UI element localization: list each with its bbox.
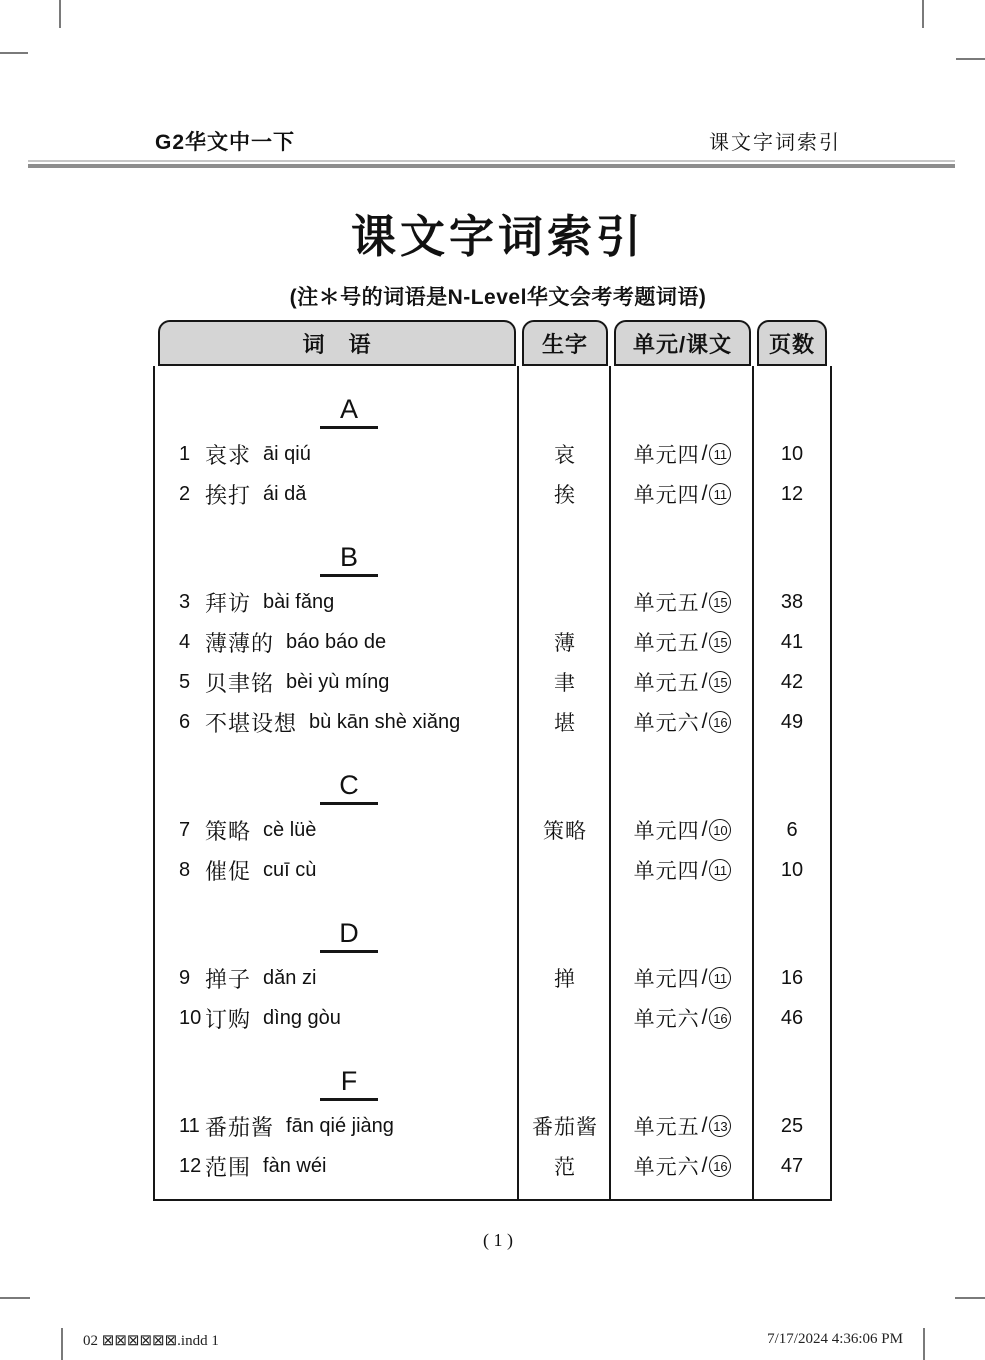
entry-word: 订购 <box>205 1006 252 1032</box>
section-letter: A <box>320 394 378 429</box>
column-header-unit: 单元/课文 <box>614 320 751 366</box>
entry-page: 10 <box>780 858 804 881</box>
entry-number: 6 <box>179 710 191 733</box>
lesson-number-circle: 11 <box>709 443 731 465</box>
section-row <box>155 514 830 582</box>
lesson-number-circle: 11 <box>709 483 731 505</box>
entry-page: 10 <box>780 442 804 465</box>
entry-pinyin: dǎn zi <box>263 966 317 989</box>
unit-lesson-slash: / <box>701 966 708 989</box>
entry-new-char: 堪 <box>554 712 576 735</box>
unit-lesson-slash: / <box>701 670 708 693</box>
table-row <box>155 958 830 998</box>
section-letter: C <box>320 770 378 805</box>
entry-number: 2 <box>179 482 191 505</box>
entry-unit: 单元五 <box>633 1116 700 1139</box>
lesson-number-circle: 16 <box>709 711 731 733</box>
unit-lesson-slash: / <box>701 710 708 733</box>
crop-mark-top-right-vertical <box>922 0 924 28</box>
entry-page: 49 <box>780 710 804 733</box>
entry-page: 16 <box>780 966 804 989</box>
entry-unit: 单元四 <box>633 484 700 507</box>
section-row <box>155 1038 830 1106</box>
section-row <box>155 742 830 810</box>
entry-page: 42 <box>780 670 804 693</box>
entry-word: 策略 <box>205 818 252 844</box>
entry-new-char: 哀 <box>554 444 576 467</box>
entry-word: 拜访 <box>205 590 252 616</box>
crop-mark-top-left-vertical <box>59 0 61 28</box>
entry-number: 8 <box>179 858 191 881</box>
table-row <box>155 810 830 850</box>
page-number: ( 1 ) <box>483 1230 513 1250</box>
section-letter: D <box>320 918 378 953</box>
header-divider-rule <box>28 160 955 168</box>
unit-lesson-slash: / <box>701 1114 708 1137</box>
unit-lesson-slash: / <box>701 858 708 881</box>
entry-word: 掸子 <box>205 966 252 992</box>
running-header <box>155 126 841 156</box>
entry-pinyin: dìng gòu <box>263 1006 341 1029</box>
column-divider <box>517 366 519 1199</box>
entry-page: 41 <box>780 630 804 653</box>
entry-unit: 单元五 <box>633 632 700 655</box>
column-divider <box>752 366 754 1199</box>
entry-page: 46 <box>780 1006 804 1029</box>
page-title: 课文字词索引 <box>350 211 645 262</box>
entry-word: 范围 <box>205 1154 252 1180</box>
entry-unit: 单元六 <box>633 1156 700 1179</box>
table-row <box>155 434 830 474</box>
entry-unit: 单元四 <box>633 444 700 467</box>
entry-word: 薄薄的 <box>205 630 275 656</box>
entry-word: 哀求 <box>205 442 252 468</box>
crop-mark-bottom-right-horizontal <box>955 1297 985 1299</box>
column-header-newchar: 生字 <box>522 320 608 366</box>
unit-lesson-slash: / <box>701 482 708 505</box>
entry-word: 贝聿铭 <box>205 670 275 696</box>
entry-word: 催促 <box>205 858 252 884</box>
lesson-number-circle: 16 <box>709 1155 731 1177</box>
entry-page: 12 <box>780 482 804 505</box>
crop-mark-bottom-left-horizontal <box>0 1297 30 1299</box>
column-header-page: 页数 <box>757 320 827 366</box>
entry-number: 4 <box>179 630 191 653</box>
unit-lesson-slash: / <box>701 1006 708 1029</box>
entry-pinyin: bài fǎng <box>263 590 335 613</box>
section-letter: B <box>320 542 378 577</box>
lesson-number-circle: 16 <box>709 1007 731 1029</box>
entry-number: 5 <box>179 670 191 693</box>
lesson-number-circle: 15 <box>709 631 731 653</box>
print-footer-timestamp: 7/17/2024 4:36:06 PM <box>767 1331 903 1347</box>
table-body <box>153 366 832 1201</box>
entry-pinyin: bèi yù míng <box>286 670 390 693</box>
unit-lesson-slash: / <box>701 1154 708 1177</box>
section-row <box>155 366 830 434</box>
entry-word: 不堪设想 <box>205 710 298 736</box>
crop-mark-top-left-horizontal <box>0 52 28 54</box>
entry-number: 7 <box>179 818 191 841</box>
entry-pinyin: bù kān shè xiǎng <box>309 710 461 733</box>
entry-number: 9 <box>179 966 191 989</box>
section-letter: F <box>320 1066 378 1101</box>
running-header-right: 课文字词索引 <box>709 132 841 154</box>
entry-unit: 单元六 <box>633 1008 700 1031</box>
lesson-number-circle: 11 <box>709 859 731 881</box>
entry-number: 3 <box>179 590 191 613</box>
running-header-left: G2华文中一下 <box>155 131 296 154</box>
entry-pinyin: fān qié jiàng <box>286 1114 394 1137</box>
lesson-number-circle: 15 <box>709 591 731 613</box>
entry-word: 挨打 <box>205 482 252 508</box>
print-footer-filename: 02 ⊠⊠⊠⊠⊠⊠.indd 1 <box>83 1333 219 1349</box>
entry-new-char: 挨 <box>554 484 576 507</box>
table-row <box>155 702 830 742</box>
entry-word: 番茄酱 <box>205 1114 275 1140</box>
column-divider <box>609 366 611 1199</box>
table-row <box>155 622 830 662</box>
section-row <box>155 890 830 958</box>
entry-new-char: 范 <box>554 1156 576 1179</box>
entry-number: 12 <box>179 1154 202 1177</box>
table-header-row <box>155 320 830 366</box>
entry-page: 47 <box>780 1154 804 1177</box>
entry-new-char: 策略 <box>543 820 587 843</box>
entry-new-char: 番茄酱 <box>532 1116 598 1139</box>
entry-pinyin: āi qiú <box>263 442 311 465</box>
entry-pinyin: cè lüè <box>263 818 317 841</box>
index-table <box>153 320 832 1201</box>
lesson-number-circle: 11 <box>709 967 731 989</box>
lesson-number-circle: 10 <box>709 819 731 841</box>
crop-mark-bottom-left-vertical <box>61 1328 63 1360</box>
entry-pinyin: báo báo de <box>286 630 387 653</box>
lesson-number-circle: 13 <box>709 1115 731 1137</box>
unit-lesson-slash: / <box>701 818 708 841</box>
table-row <box>155 662 830 702</box>
table-row <box>155 474 830 514</box>
entry-number: 10 <box>179 1006 202 1029</box>
entry-new-char: 掸 <box>554 968 576 991</box>
page-subtitle: (注＊号的词语是N-Level华文会考考题词语) <box>289 286 707 309</box>
table-row <box>155 582 830 622</box>
entry-new-char: 聿 <box>554 672 576 695</box>
crop-mark-top-right-horizontal <box>956 58 985 60</box>
table-row <box>155 998 830 1038</box>
entry-pinyin: fàn wéi <box>263 1154 327 1177</box>
entry-unit: 单元四 <box>633 820 700 843</box>
entry-unit: 单元四 <box>633 968 700 991</box>
entry-unit: 单元五 <box>633 592 700 615</box>
entry-pinyin: cuī cù <box>263 858 317 881</box>
entry-page: 6 <box>786 818 798 841</box>
table-row <box>155 1106 830 1146</box>
entry-unit: 单元五 <box>633 672 700 695</box>
unit-lesson-slash: / <box>701 442 708 465</box>
entry-number: 1 <box>179 442 191 465</box>
table-row <box>155 1146 830 1186</box>
entry-unit: 单元四 <box>633 860 700 883</box>
unit-lesson-slash: / <box>701 630 708 653</box>
crop-mark-bottom-right-vertical <box>923 1328 925 1360</box>
entry-page: 38 <box>780 590 804 613</box>
entry-pinyin: ái dǎ <box>263 482 307 505</box>
entry-page: 25 <box>780 1114 804 1137</box>
entry-unit: 单元六 <box>633 712 700 735</box>
column-header-word: 词 语 <box>158 320 516 366</box>
lesson-number-circle: 15 <box>709 671 731 693</box>
entry-number: 11 <box>179 1114 200 1137</box>
entry-new-char: 薄 <box>554 632 576 655</box>
table-row <box>155 850 830 890</box>
unit-lesson-slash: / <box>701 590 708 613</box>
